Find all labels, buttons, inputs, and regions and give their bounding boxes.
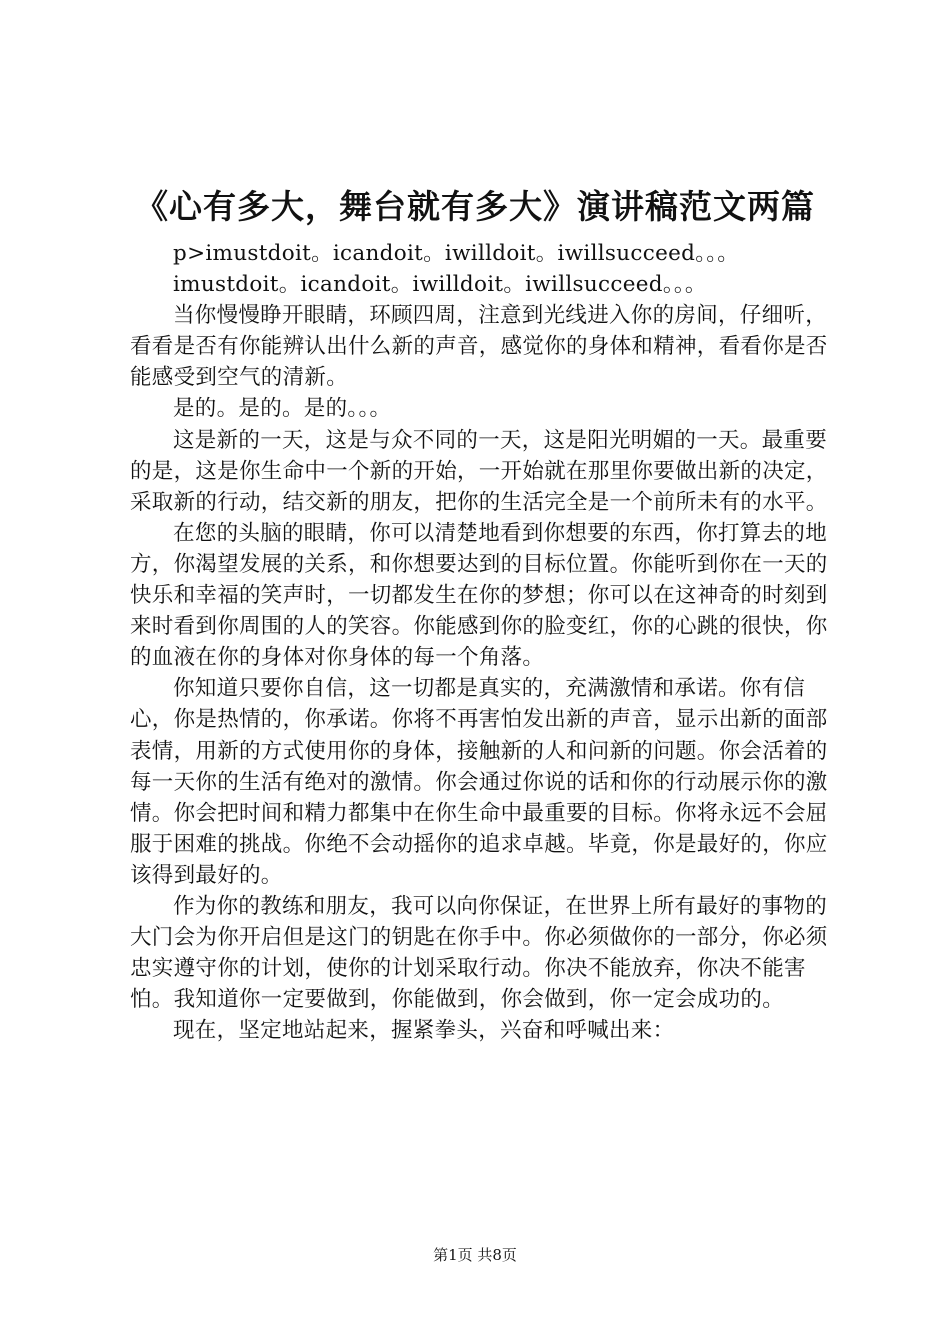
paragraph: 这是新的一天，这是与众不同的一天，这是阳光明媚的一天。最重要的是，这是你生命中一个新的开始，一开始就在那里你要做出新的决定，采取新的行动，结交新的朋友，把你的生活完全是一个前所未有的水平。 (130, 427, 828, 515)
paragraph: p>imustdoit。icandoit。iwilldoit。iwillsucceed。。。 (173, 241, 740, 266)
document-body (130, 238, 830, 1046)
paragraph: 当你慢慢睁开眼睛，环顾四周，注意到光线进入你的房间，仔细听，看看是否有你能辨认出什么新的声音，感觉你的身体和精神，看看你是否能感受到空气的清新。 (130, 303, 828, 391)
paragraph: 在您的头脑的眼睛，你可以清楚地看到你想要的东西，你打算去的地方，你渴望发展的关系，和你想要达到的目标位置。你能听到你在一天的快乐和幸福的笑声时，一切都发生在你的梦想；你可以在这神奇的时刻到来时看到你周围的人的笑容。你能感到你的脸变红，你的心跳的很快，你的血液在你的身体对你身体的每一个角落。 (130, 520, 828, 671)
paragraph: 现在，坚定地站起来，握紧拳头，兴奋和呼喊出来： (173, 1018, 675, 1044)
paragraph: imustdoit。icandoit。iwilldoit。iwillsucceed。。。 (173, 272, 707, 298)
paragraph: 是的。是的。是的。。。 (173, 396, 392, 422)
document-title: 《心有多大，舞台就有多大》演讲稿范文两篇 (135, 187, 815, 226)
paragraph: 你知道只要你自信，这一切都是真实的，充满激情和承诺。你有信心，你是热情的，你承诺。你将不再害怕发出新的声音，显示出新的面部表情，用新的方式使用你的身体，接触新的人和问新的问题。你会活着的每一天你的生活有绝对的激情。你会通过你说的话和你的行动展示你的激情。你会把时间和精力都集中在你生命中最重要的目标。你将永远不会屈服于困难的挑战。你绝不会动摇你的追求卓越。毕竟，你是最好的，你应该得到最好的。 (130, 676, 828, 888)
paragraph: 作为你的教练和朋友，我可以向你保证，在世界上所有最好的事物的大门会为你开启但是这门的钥匙在你手中。你必须做你的一部分，你必须忠实遵守你的计划，使你的计划采取行动。你决不能放弃，你决不能害怕。我知道你一定要做到，你能做到，你会做到，你一定会成功的。 (130, 893, 828, 1013)
page-number-footer: 第1页 共8页 (433, 1246, 517, 1264)
